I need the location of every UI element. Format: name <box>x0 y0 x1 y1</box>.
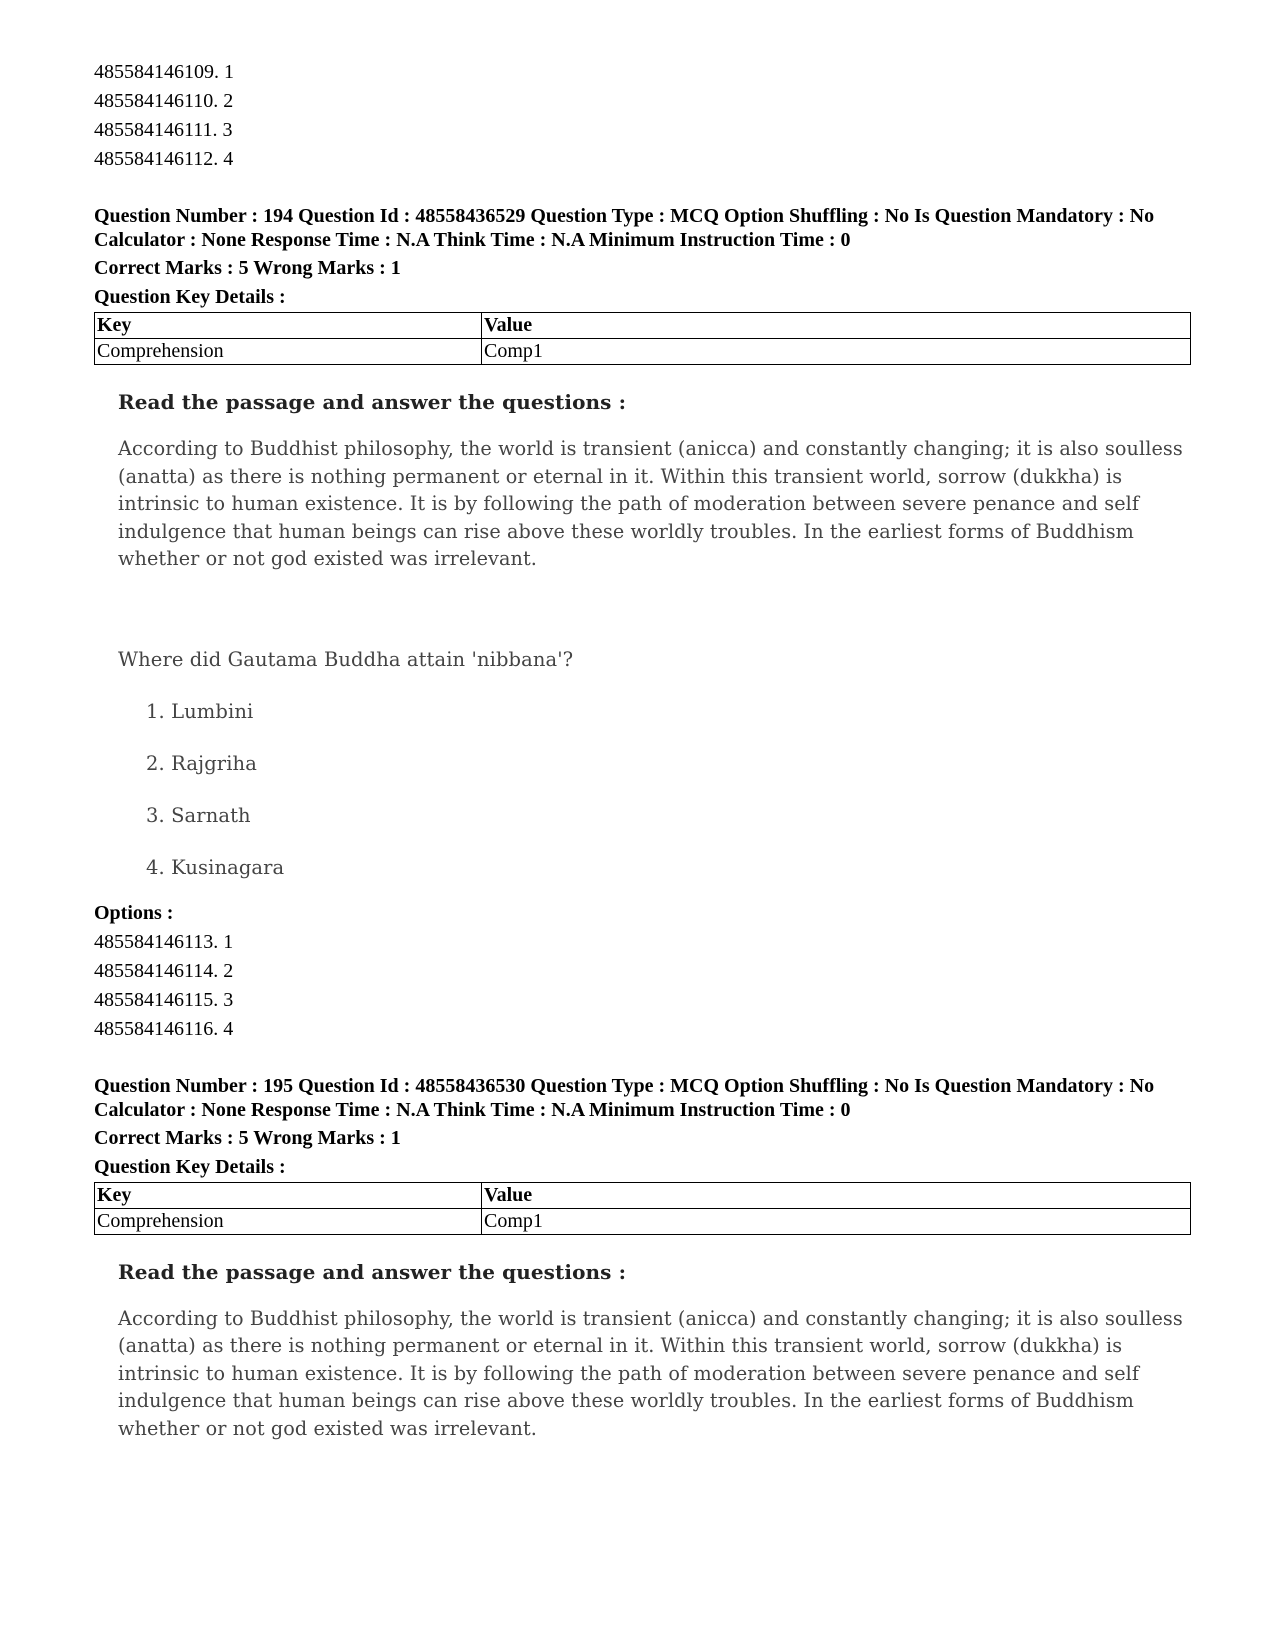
passage-title: Read the passage and answer the questions : <box>118 1259 627 1284</box>
table-header-row <box>95 313 1191 339</box>
table-header-value: Value <box>482 1182 1191 1208</box>
previous-options-list <box>94 58 1190 174</box>
option-item: 485584146111. 3 <box>94 119 233 141</box>
table-cell-value: Comp1 <box>482 1208 1191 1234</box>
key-details-table <box>94 312 1191 365</box>
option-item: 485584146109. 1 <box>94 61 234 83</box>
key-details-label: Question Key Details : <box>94 286 286 308</box>
table-header-key: Key <box>95 313 482 339</box>
option-item: 485584146114. 2 <box>94 959 234 982</box>
table-header-row <box>95 1182 1191 1208</box>
table-cell-value: Comp1 <box>482 339 1191 365</box>
answer-choice: 2. Rajgriha <box>146 751 257 775</box>
key-details-table <box>94 1182 1191 1235</box>
passage-text: According to Buddhist philosophy, the world is transient (anicca) and constantly changing; it is also soulless (anatta) as there is nothing permanent or eternal in it. Within this transient world, sorrow (dukkha) is intrinsic to human existence. It is by following the path of moderation between severe penance and self indulgence that human beings can rise above these worldly troubles. In the earliest forms of Buddhism whether or not god existed was irrelevant. <box>118 437 1183 570</box>
document-page <box>94 58 1190 1442</box>
option-item: 485584146110. 2 <box>94 90 234 112</box>
answer-choices <box>118 699 1190 881</box>
question-header: Question Number : 194 Question Id : 48558436529 Question Type : MCQ Option Shuffling : No Is Question Mandatory : No Calculator : None Response Time : N.A Think Time : N.A Minimum Instruction Time : 0 <box>94 205 1155 251</box>
question-header: Question Number : 195 Question Id : 48558436530 Question Type : MCQ Option Shuffling : No Is Question Mandatory : No Calculator : None Response Time : N.A Think Time : N.A Minimum Instruction Time : 0 <box>94 1074 1155 1121</box>
passage-title: Read the passage and answer the questions : <box>118 390 627 414</box>
question-195 <box>94 1074 1190 1443</box>
table-row <box>95 339 1191 365</box>
answer-choice: 3. Sarnath <box>146 803 251 827</box>
table-cell-key: Comprehension <box>95 1208 482 1234</box>
answer-choice: 1. Lumbini <box>146 699 254 723</box>
key-details-label: Question Key Details : <box>94 1155 286 1178</box>
table-header-value: Value <box>482 313 1191 339</box>
marks-line: Correct Marks : 5 Wrong Marks : 1 <box>94 257 401 279</box>
question-194 <box>94 204 1190 1044</box>
option-item: 485584146112. 4 <box>94 148 234 170</box>
passage-text: According to Buddhist philosophy, the world is transient (anicca) and constantly changing; it is also soulless (anatta) as there is nothing permanent or eternal in it. Within this transient world, sorrow (dukkha) is intrinsic to human existence. It is by following the path of moderation between severe penance and self indulgence that human beings can rise above these worldly troubles. In the earliest forms of Buddhism whether or not god existed was irrelevant. <box>118 1306 1183 1440</box>
question-image <box>94 389 1190 881</box>
option-item: 485584146113. 1 <box>94 930 234 953</box>
table-row <box>95 1208 1191 1234</box>
options-list <box>94 928 1190 1044</box>
answer-choice: 4. Kusinagara <box>146 855 285 879</box>
option-item: 485584146116. 4 <box>94 1017 234 1040</box>
question-image <box>94 1259 1190 1443</box>
options-label: Options : <box>94 901 174 924</box>
question-text: Where did Gautama Buddha attain 'nibbana'? <box>118 647 574 671</box>
table-cell-key: Comprehension <box>95 339 482 365</box>
table-header-key: Key <box>95 1182 482 1208</box>
marks-line: Correct Marks : 5 Wrong Marks : 1 <box>94 1126 401 1149</box>
option-item: 485584146115. 3 <box>94 988 234 1011</box>
